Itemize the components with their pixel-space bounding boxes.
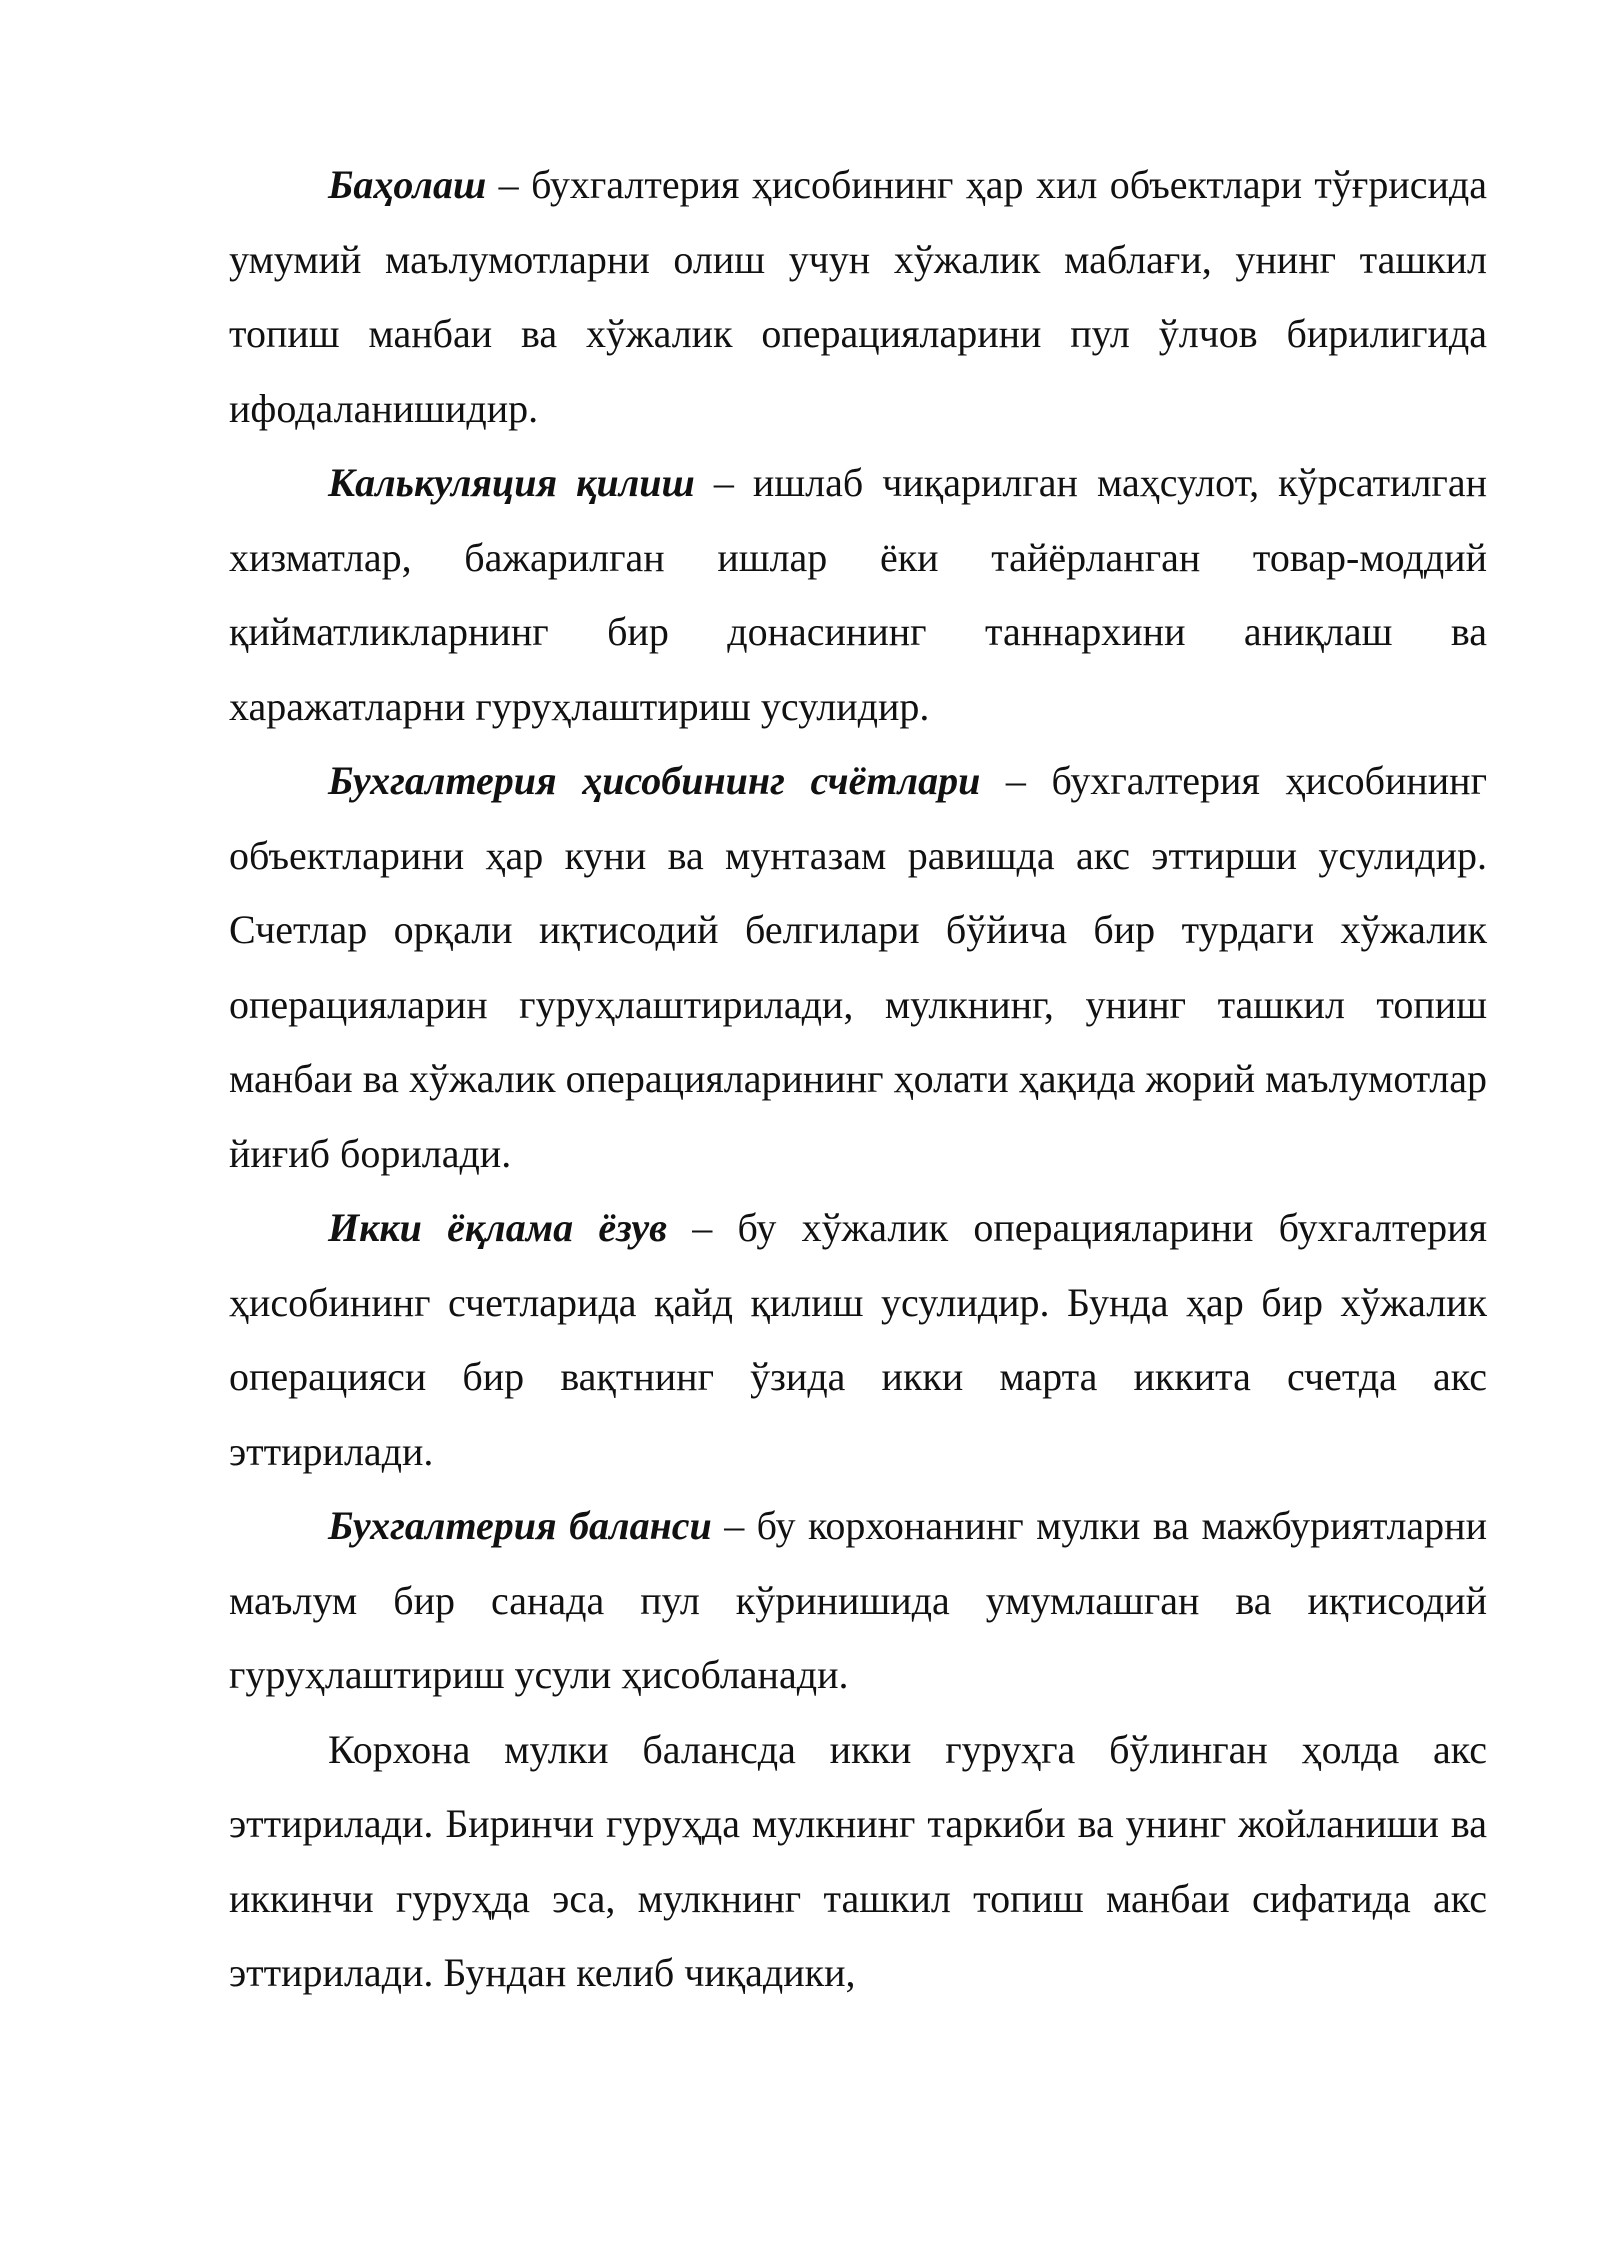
document-page [229,148,1487,2011]
definition-kalkulyatsiya: – ишлаб чиқарилган маҳсулот, кўрсатилган хизматлар, бажарилган ишлар ёки тайёрланган товар-моддий қийматликларнинг бир донасининг таннархини аниқлаш ва харажатларни гуруҳлаштириш усулидир. [229,460,1487,729]
term-schetlar: Бухгалтерия ҳисобининг счётлари [328,758,981,803]
paragraph-ikki-yoqlama [229,1191,1487,1489]
definition-ikki-yoqlama: – бу хўжалик операцияларини бухгалтерия ҳисобининг счетларида қайд қилиш усулидир. Бунда ҳар бир хўжалик операцияси бир вақтнинг ўзида икки марта иккита счетда акс эттирилади. [229,1205,1487,1474]
term-balans: Бухгалтерия баланси [328,1503,712,1548]
paragraph-baholash [229,148,1487,446]
paragraph-schetlar [229,744,1487,1191]
definition-balans: – бу корхонанинг мулки ва мажбуриятларни маълум бир санада пул кўринишида умумлашган ва иқтисодий гуруҳлаштириш усули ҳисобланади. [229,1503,1487,1697]
definition-baholash: – бухгалтерия ҳисобининг ҳар хил объектлари тўғрисида умумий маълумотларни олиш учун хўжалик маблағи, унинг ташкил топиш манбаи ва хўжалик операцияларини пул ўлчов бирилигида ифодаланишидир. [229,162,1487,431]
paragraph-kalkulyatsiya [229,446,1487,744]
term-kalkulyatsiya: Калькуляция қилиш [328,460,695,505]
term-ikki-yoqlama: Икки ёқлама ёзув [328,1205,668,1250]
body-korxona-mulki: Корхона мулки балансда икки гуруҳга бўлинган ҳолда акс эттирилади. Биринчи гуруҳда мулкнинг таркиби ва унинг жойланиши ва иккинчи гуруҳда эса, мулкнинг ташкил топиш манбаи сифатида акс эттирилади. Бундан келиб чиқадики, [229,1726,1487,1995]
definition-schetlar: – бухгалтерия ҳисобининг объектларини ҳар куни ва мунтазам равишда акс эттирши усулидир. Счетлар орқали иқтисодий белгилари бўйича бир турдаги хўжалик операцияларин гуруҳлаштирилади, мулкнинг, унинг ташкил топиш манбаи ва хўжалик операцияларининг ҳолати ҳақида жорий маълумотлар йиғиб борилади. [229,758,1487,1176]
paragraph-balans [229,1489,1487,1713]
paragraph-korxona-mulki [229,1713,1487,2011]
term-baholash: Баҳолаш [328,162,487,207]
